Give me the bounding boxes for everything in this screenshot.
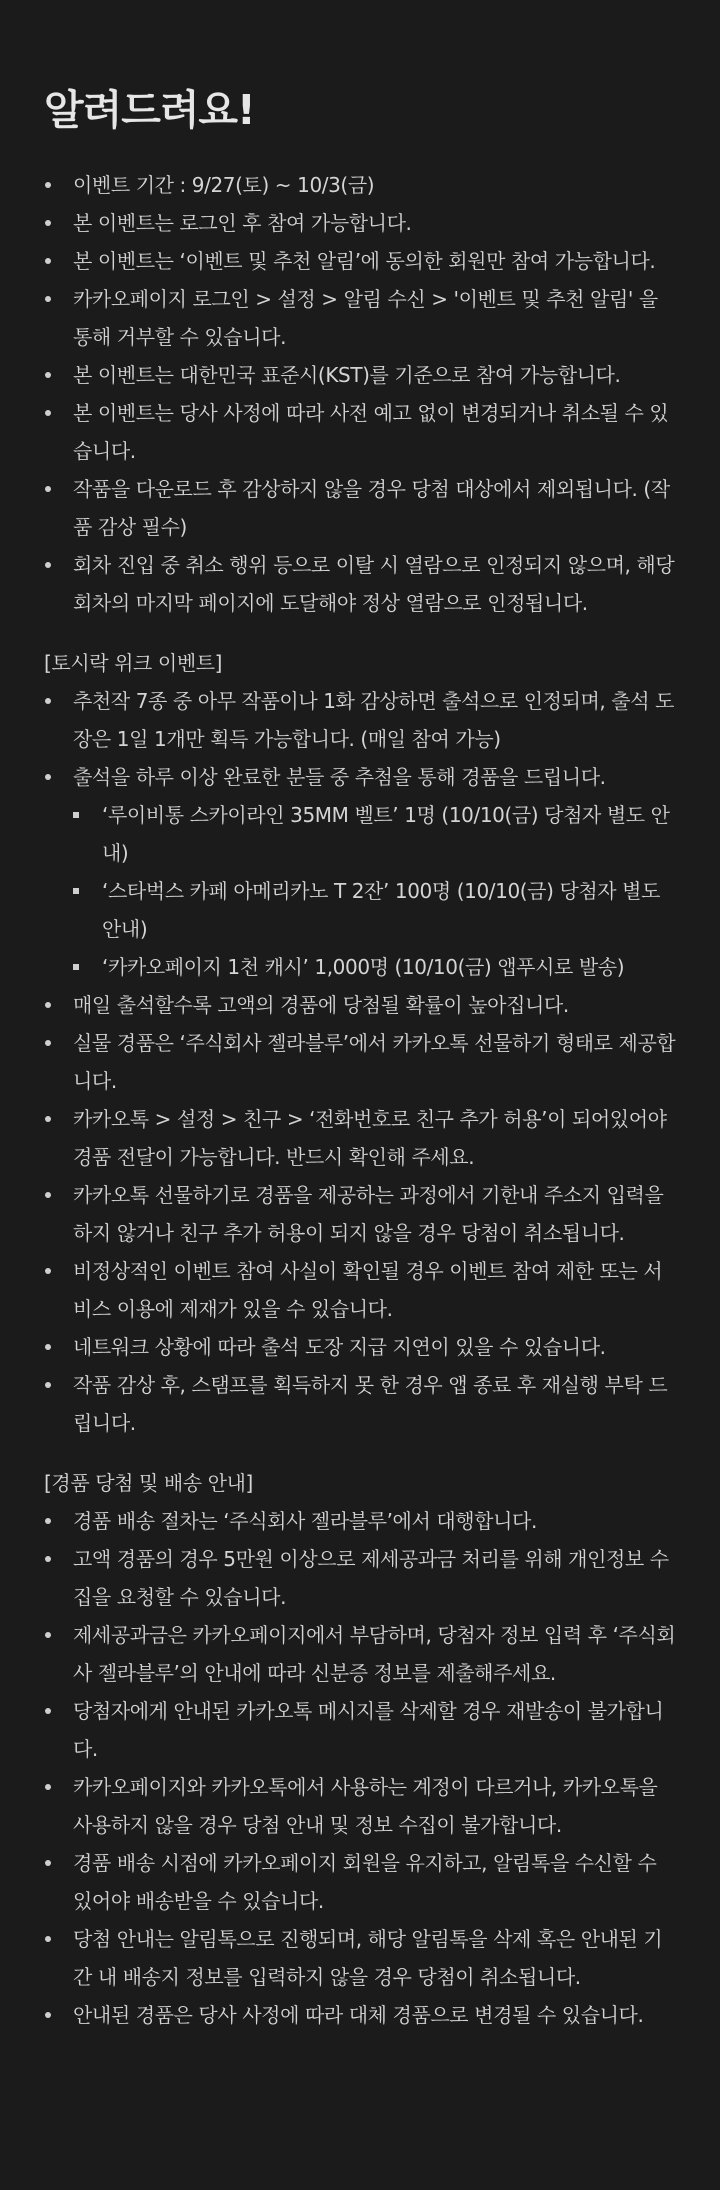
list-item: 추천작 7종 중 아무 작품이나 1화 감상하면 출석으로 인정되며, 출석 도장은 1일 1개만 획득 가능합니다. (매일 참여 가능) — [44, 682, 680, 758]
list-item: 비정상적인 이벤트 참여 사실이 확인될 경우 이벤트 참여 제한 또는 서비스 이용에 제재가 있을 수 있습니다. — [44, 1252, 680, 1328]
list-item: 매일 출석할수록 고액의 경품에 당첨될 확률이 높아집니다. — [44, 986, 680, 1024]
general-notice-list — [44, 166, 680, 622]
list-item: 경품 배송 절차는 ‘주식회사 젤라블루’에서 대행합니다. — [44, 1502, 680, 1540]
list-item: 본 이벤트는 ‘이벤트 및 추천 알림’에 동의한 회원만 참여 가능합니다. — [44, 242, 680, 280]
list-item: 경품 배송 시점에 카카오페이지 회원을 유지하고, 알림톡을 수신할 수 있어야 배송받을 수 있습니다. — [44, 1844, 680, 1920]
list-item: 당첨 안내는 알림톡으로 진행되며, 해당 알림톡을 삭제 혹은 안내된 기간 내 배송지 정보를 입력하지 않을 경우 당첨이 취소됩니다. — [44, 1920, 680, 1996]
list-item: 본 이벤트는 로그인 후 참여 가능합니다. — [44, 204, 680, 242]
event-notice-list — [44, 682, 680, 1442]
list-item: 작품을 다운로드 후 감상하지 않을 경우 당첨 대상에서 제외됩니다. (작품 감상 필수) — [44, 470, 680, 546]
list-item: 안내된 경품은 당사 사정에 따라 대체 경품으로 변경될 수 있습니다. — [44, 1996, 680, 2034]
list-item: 이벤트 기간 : 9/27(토) ~ 10/3(금) — [44, 166, 680, 204]
page-title: 알려드려요! — [44, 86, 255, 134]
prize-item: ‘루이비통 스카이라인 35MM 벨트’ 1명 (10/10(금) 당첨자 별도 안내) — [73, 796, 680, 872]
list-item: 작품 감상 후, 스탬프를 획득하지 못 한 경우 앱 종료 후 재실행 부탁 드립니다. — [44, 1366, 680, 1442]
prize-list — [73, 796, 680, 986]
list-item: 카카오페이지 로그인 > 설정 > 알림 수신 > '이벤트 및 추천 알림' 을 통해 거부할 수 있습니다. — [44, 280, 680, 356]
list-item: 네트워크 상황에 따라 출석 도장 지급 지연이 있을 수 있습니다. — [44, 1328, 680, 1366]
list-item-text: 출석을 하루 이상 완료한 분들 중 추첨을 통해 경품을 드립니다. — [73, 765, 606, 789]
list-item: 카카오페이지와 카카오톡에서 사용하는 계정이 다르거나, 카카오톡을 사용하지 않을 경우 당첨 안내 및 정보 수집이 불가합니다. — [44, 1768, 680, 1844]
list-item — [44, 758, 680, 986]
list-item: 고액 경품의 경우 5만원 이상으로 제세공과금 처리를 위해 개인정보 수집을 요청할 수 있습니다. — [44, 1540, 680, 1616]
list-item: 카카오톡 > 설정 > 친구 > ‘전화번호로 친구 추가 허용’이 되어있어야 경품 전달이 가능합니다. 반드시 확인해 주세요. — [44, 1100, 680, 1176]
prize-item: ‘카카오페이지 1천 캐시’ 1,000명 (10/10(금) 앱푸시로 발송) — [73, 948, 680, 986]
section-title-event: [토시락 위크 이벤트] — [44, 651, 223, 675]
section-title-delivery: [경품 당첨 및 배송 안내] — [44, 1471, 253, 1495]
list-item: 실물 경품은 ‘주식회사 젤라블루’에서 카카오톡 선물하기 형태로 제공합니다. — [44, 1024, 680, 1100]
list-item: 카카오톡 선물하기로 경품을 제공하는 과정에서 기한내 주소지 입력을 하지 않거나 친구 추가 허용이 되지 않을 경우 당첨이 취소됩니다. — [44, 1176, 680, 1252]
list-item: 당첨자에게 안내된 카카오톡 메시지를 삭제할 경우 재발송이 불가합니다. — [44, 1692, 680, 1768]
delivery-notice-list — [44, 1502, 680, 2034]
list-item: 회차 진입 중 취소 행위 등으로 이탈 시 열람으로 인정되지 않으며, 해당 회차의 마지막 페이지에 도달해야 정상 열람으로 인정됩니다. — [44, 546, 680, 622]
list-item: 본 이벤트는 당사 사정에 따라 사전 예고 없이 변경되거나 취소될 수 있습니다. — [44, 394, 680, 470]
prize-item: ‘스타벅스 카페 아메리카노 T 2잔’ 100명 (10/10(금) 당첨자 별도 안내) — [73, 872, 680, 948]
list-item: 본 이벤트는 대한민국 표준시(KST)를 기준으로 참여 가능합니다. — [44, 356, 680, 394]
list-item: 제세공과금은 카카오페이지에서 부담하며, 당첨자 정보 입력 후 ‘주식회사 젤라블루’의 안내에 따라 신분증 정보를 제출해주세요. — [44, 1616, 680, 1692]
